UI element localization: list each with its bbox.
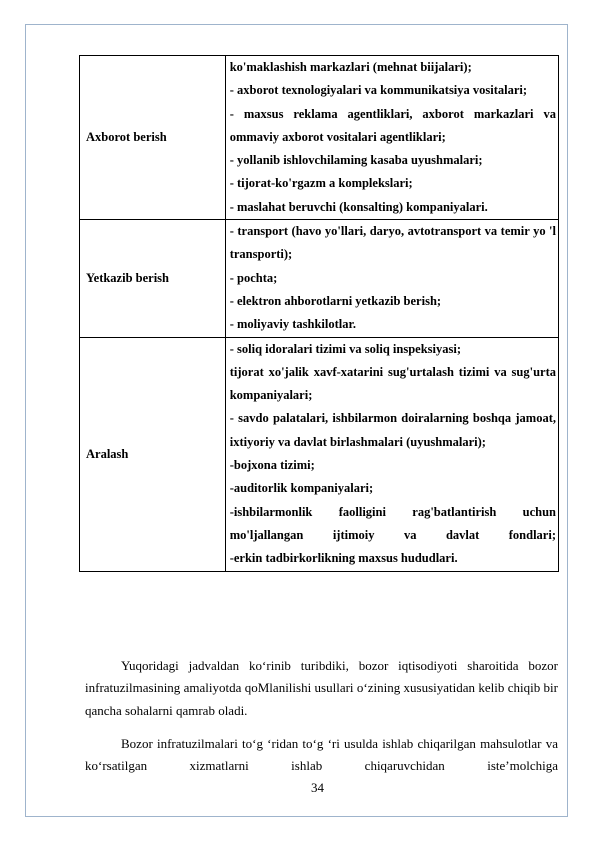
table-row — [80, 220, 559, 337]
row-label: Aralash — [86, 446, 129, 461]
body-paragraph: Yuqoridagi jadvaldan ko‘rinib turibdiki, bozor iqtisodiyoti sharoitida bozor infratuzilmasining amaliyotda qoMlanilishi usullari o‘zining xususiyatidan kelib chiqib bir qancha sohalarni qamrab oladi. — [85, 658, 558, 718]
row-label-cell — [80, 220, 226, 337]
list-item: -erkin tadbirkorlikning maxsus hududlari. — [229, 551, 458, 566]
row-label-cell — [80, 337, 226, 571]
list-item: -bojxona tizimi; — [229, 458, 315, 473]
row-label: Yetkazib berish — [86, 270, 169, 285]
list-item: - moliyaviy tashkilotlar. — [229, 317, 357, 332]
row-content-cell — [225, 220, 558, 337]
list-item: - elektron ahborotlarni yetkazib berish; — [229, 293, 442, 308]
list-item: -ishbilarmonlik faolligini rag'batlantirish uchun mo'ljallangan ijtimoiy va davlat fondlari; — [229, 504, 556, 542]
row-content-cell — [225, 337, 558, 571]
list-item: - axborot texnologiyalari va kommunikatsiya vositalari; — [229, 83, 528, 98]
list-item: - yollanib ishlovchilaming kasaba uyushmalari; — [229, 153, 483, 168]
infrastructure-table — [79, 55, 559, 572]
list-item: - soliq idoralari tizimi va soliq inspeksiyasi; — [229, 341, 461, 356]
list-item: - maxsus reklama agentliklari, axborot markazlari va ommaviy axborot vositalari agentliklari; — [229, 106, 556, 144]
list-item: -auditorlik kompaniyalari; — [229, 481, 374, 496]
table-row — [80, 56, 559, 220]
list-item: - pochta; — [229, 270, 278, 285]
list-item: ko'maklashish markazlari (mehnat biijalari); — [229, 60, 472, 74]
row-label-cell — [80, 56, 226, 220]
page-number: 34 — [311, 780, 324, 795]
table-row — [80, 337, 559, 571]
list-item: - transport (havo yo'llari, daryo, avtotransport va temir yo 'l transporti); — [229, 224, 556, 262]
list-item: - tijorat-ko'rgazm a komplekslari; — [229, 176, 413, 191]
row-label: Axborot berish — [86, 130, 167, 145]
list-item: - maslahat beruvchi (konsalting) kompaniyalari. — [229, 199, 488, 214]
list-item: tijorat xo'jalik xavf-xatarini sug'urtalash tizimi va sug'urta kompaniyalari; — [229, 364, 556, 403]
list-item: - savdo palatalari, ishbilarmon doiralarning boshqa jamoat, ixtiyoriy va davlat birlashmalari (uyushmalari); — [229, 411, 556, 449]
row-content-cell — [225, 56, 558, 220]
body-paragraph: Bozor infratuzilmalari to‘g ‘ridan to‘g ‘ri usulda ishlab chiqarilgan mahsulotlar va ko‘rsatilgan xizmatlarni ishlab chiqaruvchidan iste’molchiga — [85, 736, 558, 774]
